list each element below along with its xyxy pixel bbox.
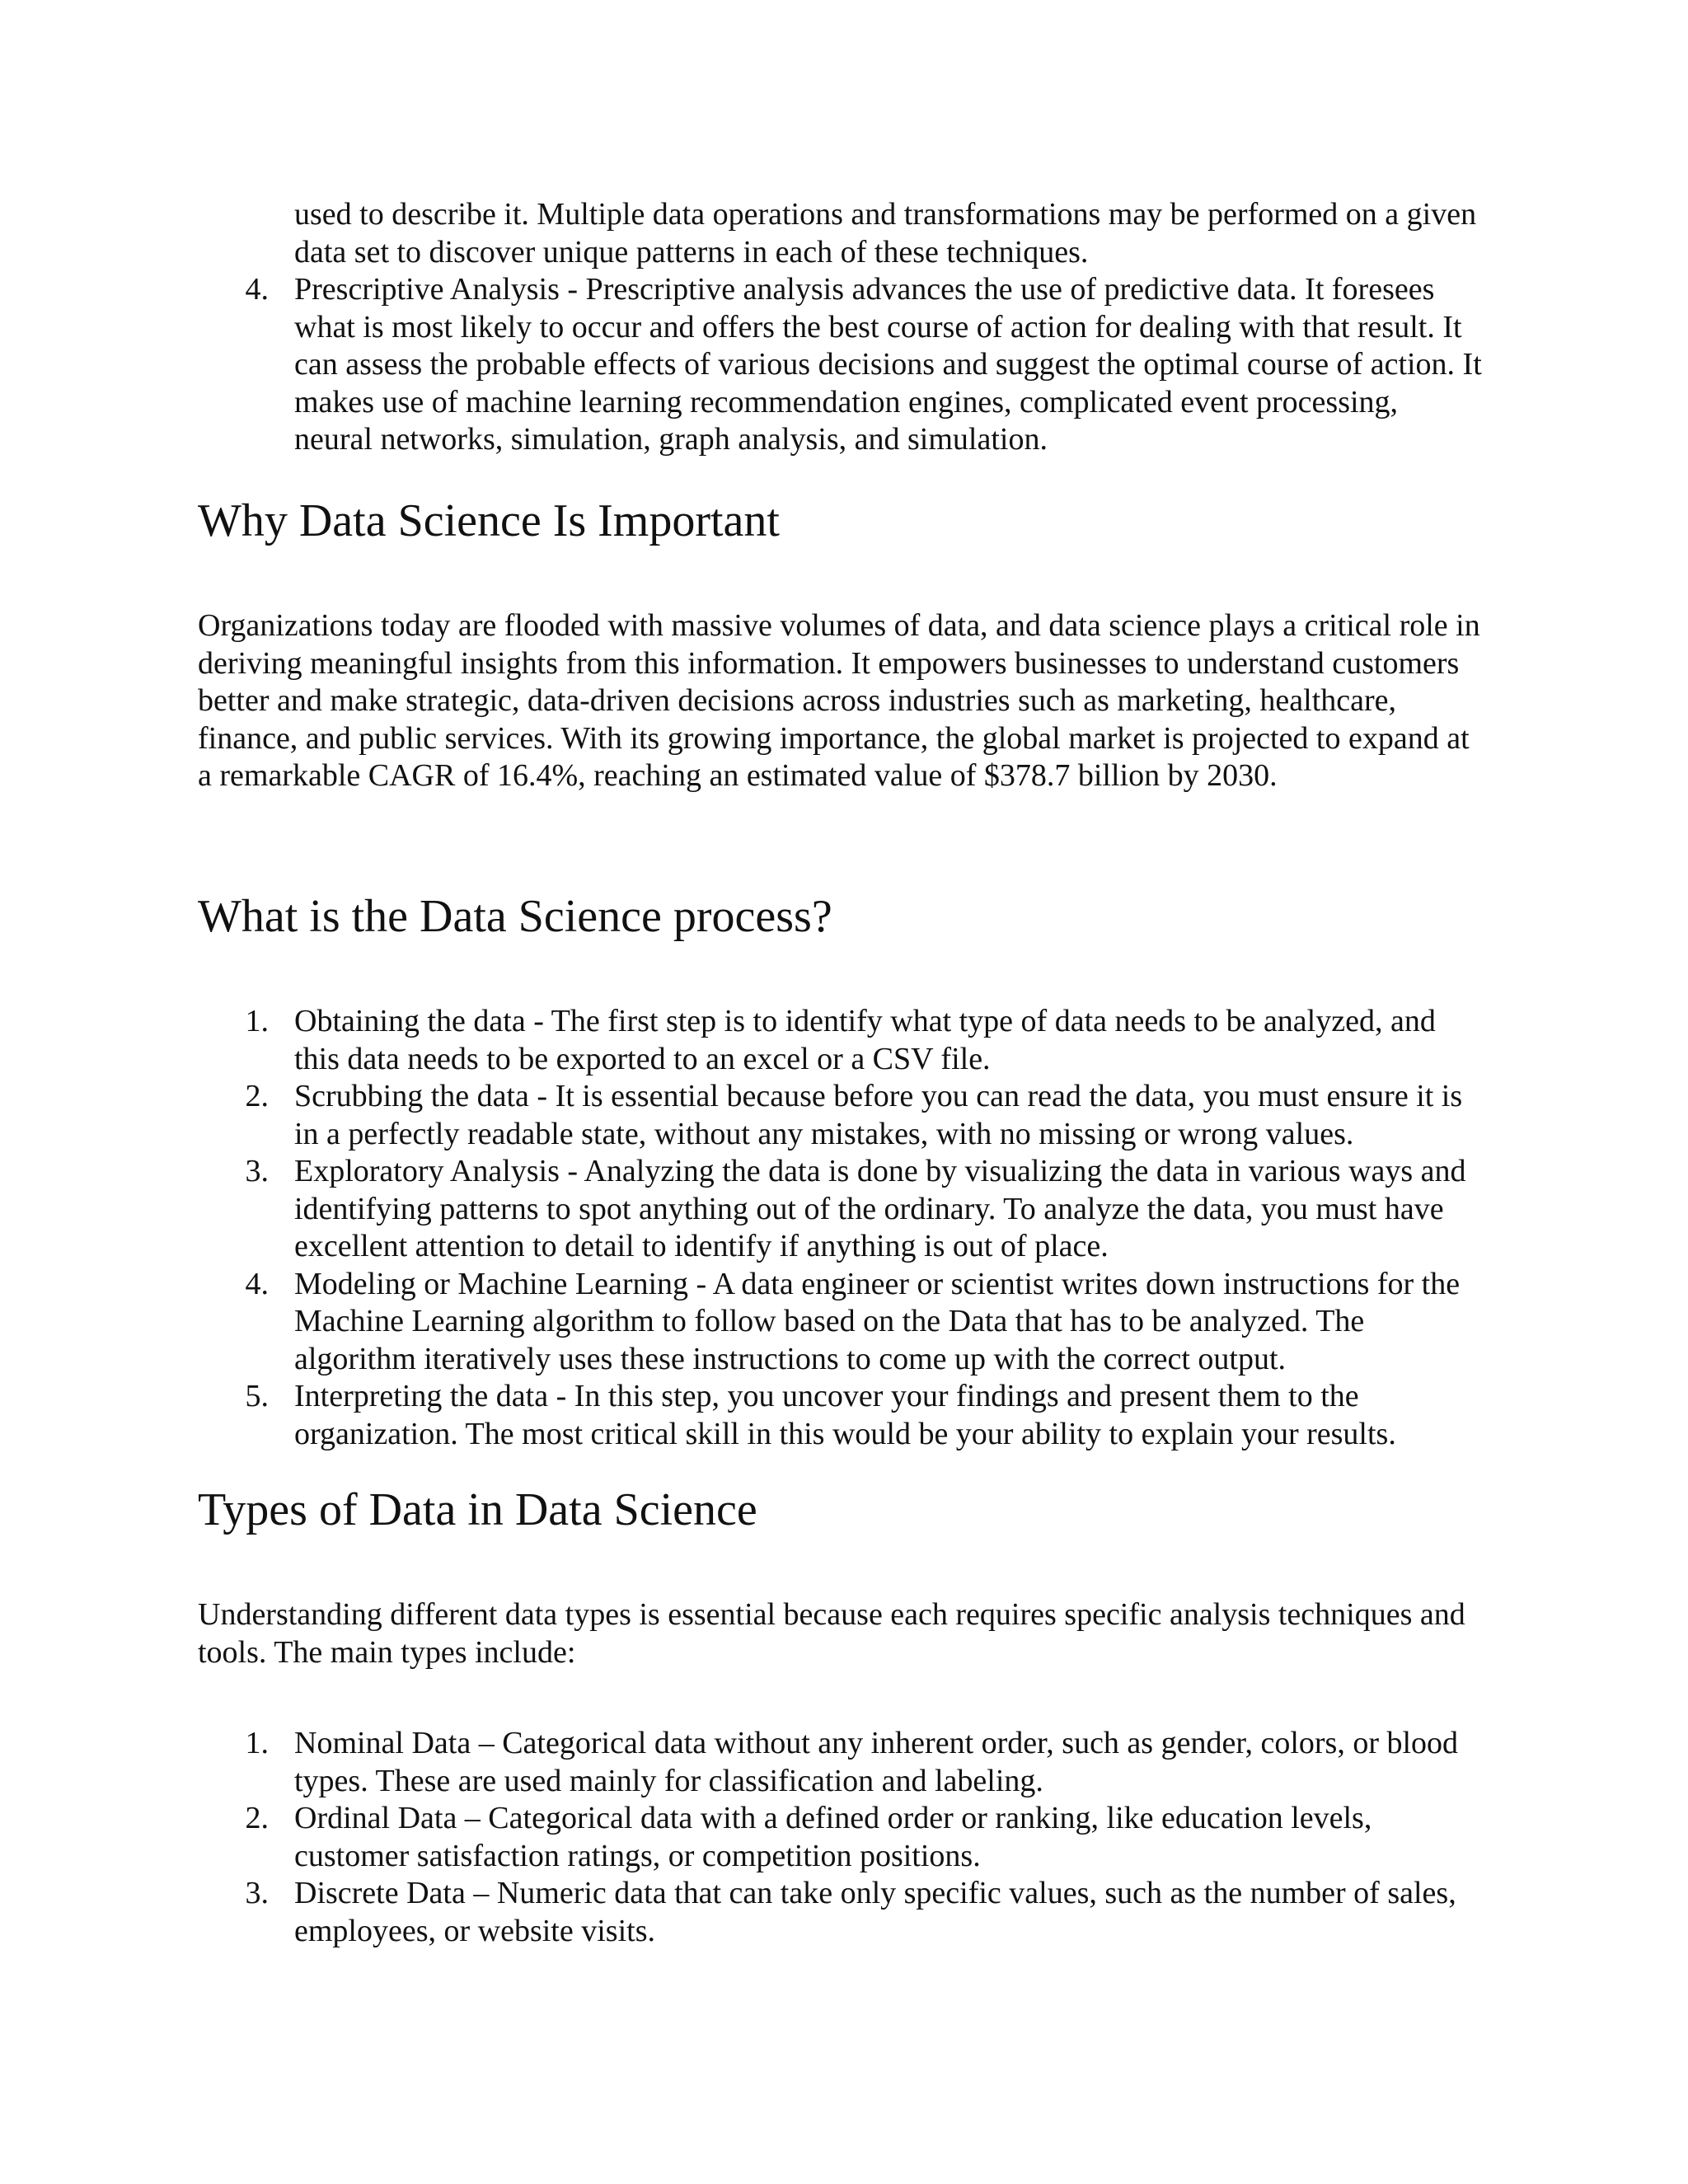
list-number: 5.: [245, 1379, 269, 1413]
list-item: [198, 1875, 1484, 1950]
continuation-block: [198, 196, 1484, 271]
types-list: [198, 1725, 1484, 1950]
list-number: 2.: [245, 1801, 269, 1835]
list-item-text: Ordinal Data – Categorical data with a defined order or ranking, like education levels, customer satisfaction ratings, or competition positions.: [294, 1801, 1372, 1873]
importance-section: [198, 494, 1484, 547]
list-item: [198, 1153, 1484, 1266]
list-item: [198, 1078, 1484, 1153]
importance-paragraph: Organizations today are flooded with massive volumes of data, and data science plays a critical role in deriving meaningful insights from this information. It empowers businesses to understand customers better and make strategic, data-driven decisions across industries such as marketing, healthcare, finance, and public services. With its growing importance, the global market is projected to expand at a remarkable CAGR of 16.4%, reaching an estimated value of $378.7 billion by 2030.: [198, 608, 1480, 793]
process-section: [198, 890, 1484, 943]
list-item-text: Discrete Data – Numeric data that can take only specific values, such as the number of sales, employees, or website visits.: [294, 1876, 1456, 1948]
types-section: [198, 1483, 1484, 1536]
types-intro-block: [198, 1596, 1484, 1671]
list-item-text: Nominal Data – Categorical data without any inherent order, such as gender, colors, or blood types. These are used mainly for classification and labeling.: [294, 1726, 1459, 1798]
section-heading: What is the Data Science process?: [198, 891, 832, 942]
list-number: 3.: [245, 1876, 269, 1910]
list-item: [198, 1800, 1484, 1875]
list-item-text: Scrubbing the data - It is essential because before you can read the data, you must ensure it is in a perfectly readable state, without any mistakes, with no missing or wrong values.: [294, 1079, 1463, 1151]
list-item-text: Modeling or Machine Learning - A data engineer or scientist writes down instructions for the Machine Learning algorithm to follow based on the Data that has to be analyzed. The algorithm iteratively uses these instructions to come up with the correct output.: [294, 1266, 1461, 1376]
list-item-text: Exploratory Analysis - Analyzing the data is done by visualizing the data in various ways and identifying patterns to spot anything out of the ordinary. To analyze the data, you must have excellent attention to detail to identify if anything is out of place.: [294, 1154, 1466, 1263]
importance-paragraph-block: [198, 607, 1484, 795]
list-item-text: Prescriptive Analysis - Prescriptive analysis advances the use of predictive data. It foresees what is most likely to occur and offers the best course of action for dealing with that result. It can assess the probable effects of various decisions and suggest the optimal course of action. It makes use of machine learning recommendation engines, complicated event processing, neural networks, simulation, graph analysis, and simulation.: [294, 272, 1482, 457]
list-number: 4.: [245, 1266, 269, 1301]
list-number: 3.: [245, 1154, 269, 1188]
list-item: [198, 1725, 1484, 1800]
list-number: 1.: [245, 1004, 269, 1038]
types-intro: Understanding different data types is essential because each requires specific analysis techniques and tools. The main types include:: [198, 1597, 1465, 1670]
list-number: 1.: [245, 1726, 269, 1760]
list-item-continuation: used to describe it. Multiple data operations and transformations may be performed on a given data set to discover unique patterns in each of these techniques.: [294, 197, 1477, 269]
list-item: [198, 1378, 1484, 1453]
list-number: 4.: [245, 272, 269, 307]
list-item-text: Interpreting the data - In this step, you uncover your findings and present them to the organization. The most critical skill in this would be your ability to explain your results.: [294, 1379, 1396, 1451]
list-item: [198, 1266, 1484, 1379]
section-heading: Types of Data in Data Science: [198, 1484, 757, 1535]
analysis-list: [198, 271, 1484, 459]
section-heading: Why Data Science Is Important: [198, 495, 780, 546]
list-item-text: Obtaining the data - The first step is to identify what type of data needs to be analyzed, and this data needs to be exported to an excel or a CSV file.: [294, 1004, 1436, 1076]
process-list: [198, 1003, 1484, 1453]
list-number: 2.: [245, 1079, 269, 1113]
list-item: [198, 271, 1484, 459]
list-item: [198, 1003, 1484, 1078]
